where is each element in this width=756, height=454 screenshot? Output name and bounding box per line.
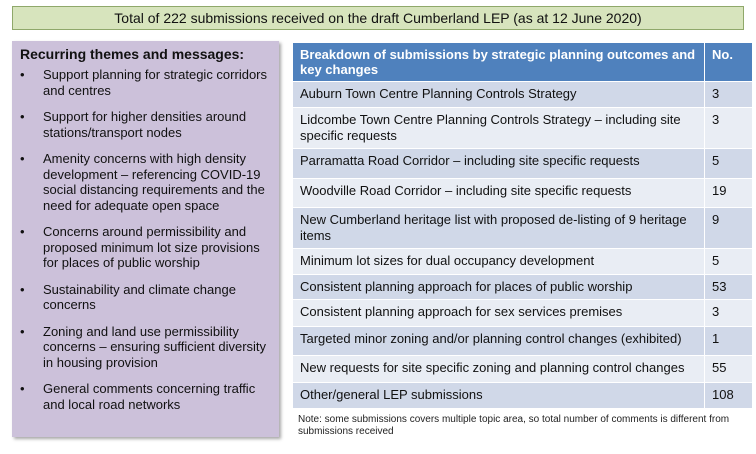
theme-item: • Support planning for strategic corridors and centres: [20, 67, 271, 98]
submissions-table-section: [292, 42, 752, 438]
row-topic: Auburn Town Centre Planning Controls Strategy: [293, 82, 705, 108]
theme-item: • Sustainability and climate change concerns: [20, 282, 271, 313]
theme-item: • General comments concerning traffic and local road networks: [20, 381, 271, 412]
table-row: [293, 356, 753, 383]
themes-title: Recurring themes and messages:: [20, 46, 245, 62]
theme-item: • Support for higher densities around stations/transport nodes: [20, 109, 271, 140]
row-count: 9: [705, 208, 753, 249]
row-topic: Consistent planning approach for places of public worship: [293, 275, 705, 300]
row-count: 53: [705, 275, 753, 300]
row-topic: Minimum lot sizes for dual occupancy development: [293, 249, 705, 275]
table-row: [293, 275, 753, 300]
row-topic: Woodville Road Corridor – including site specific requests: [293, 179, 705, 208]
row-topic: Consistent planning approach for sex services premises: [293, 300, 705, 327]
themes-list: [20, 67, 271, 412]
theme-item: • Concerns around permissibility and proposed minimum lot size provisions for places of public worship: [20, 224, 271, 271]
themes-panel: [12, 41, 279, 437]
table-header-row: [293, 43, 753, 82]
submissions-table: [292, 42, 753, 409]
table-row: [293, 108, 753, 149]
summary-banner: Total of 222 submissions received on the draft Cumberland LEP (as at 12 June 2020): [12, 6, 744, 30]
header-topic: Breakdown of submissions by strategic planning outcomes and key changes: [293, 43, 705, 82]
row-count: 3: [705, 108, 753, 149]
row-count: 108: [705, 383, 753, 409]
table-row: [293, 249, 753, 275]
table-row: [293, 327, 753, 356]
table-row: [293, 179, 753, 208]
row-count: 55: [705, 356, 753, 383]
row-count: 19: [705, 179, 753, 208]
row-topic: Other/general LEP submissions: [293, 383, 705, 409]
table-row: [293, 383, 753, 409]
row-count: 3: [705, 82, 753, 108]
row-count: 1: [705, 327, 753, 356]
table-row: [293, 82, 753, 108]
row-topic: Parramatta Road Corridor – including site specific requests: [293, 149, 705, 179]
table-row: [293, 300, 753, 327]
row-count: 5: [705, 149, 753, 179]
row-topic: Targeted minor zoning and/or planning control changes (exhibited): [293, 327, 705, 356]
row-topic: New Cumberland heritage list with proposed de-listing of 9 heritage items: [293, 208, 705, 249]
table-footnote: Note: some submissions covers multiple topic area, so total number of comments is different from submissions received: [298, 414, 730, 437]
row-topic: New requests for site specific zoning and planning control changes: [293, 356, 705, 383]
table-row: [293, 149, 753, 179]
row-count: 3: [705, 300, 753, 327]
table-row: [293, 208, 753, 249]
header-count: No.: [705, 43, 753, 82]
row-count: 5: [705, 249, 753, 275]
theme-item: • Zoning and land use permissibility concerns – ensuring sufficient diversity in housing provision: [20, 324, 271, 371]
row-topic: Lidcombe Town Centre Planning Controls Strategy – including site specific requests: [293, 108, 705, 149]
theme-item: • Amenity concerns with high density development – referencing COVID-19 social distancing requirements and the need for adequate open space: [20, 151, 271, 213]
